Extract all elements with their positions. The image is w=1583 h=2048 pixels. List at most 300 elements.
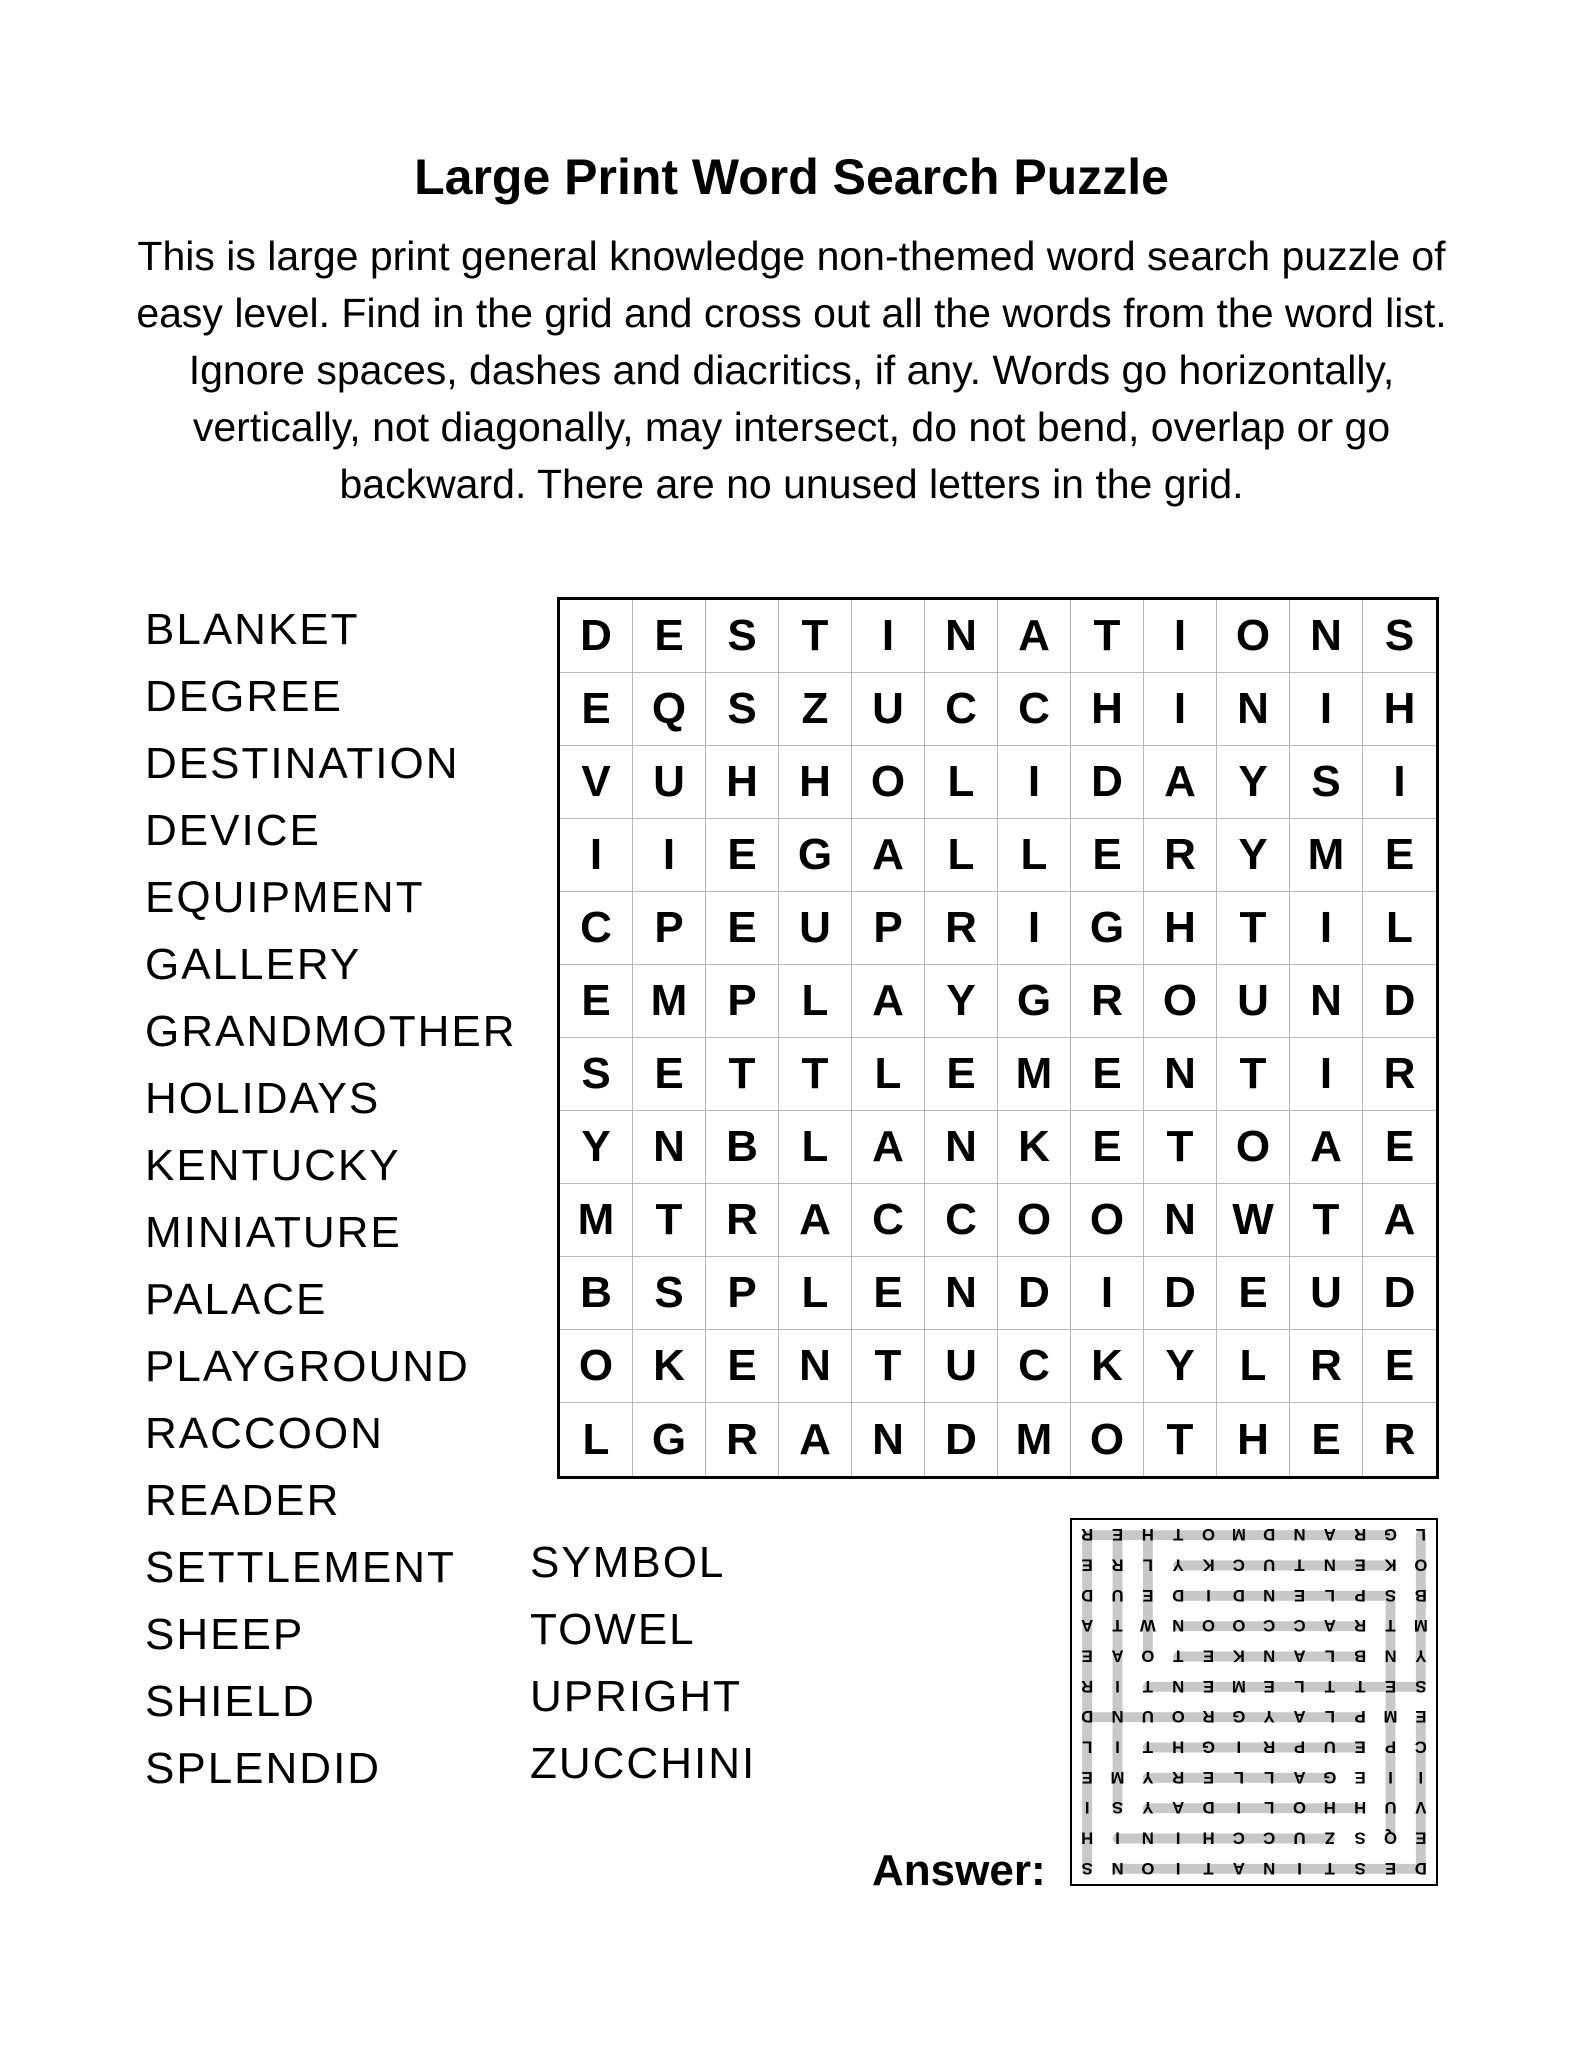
answer-cell: D	[1172, 1585, 1185, 1605]
answer-cell: T	[1142, 1676, 1153, 1696]
answer-cell: L	[1324, 1585, 1335, 1605]
grid-cell: O	[560, 1330, 633, 1403]
answer-cell: L	[1415, 1525, 1426, 1545]
answer-cell: E	[1415, 1828, 1427, 1848]
word-list-item: RACCOON	[145, 1409, 384, 1458]
answer-cell: H	[1323, 1798, 1336, 1818]
grid-cell: R	[1071, 965, 1144, 1038]
answer-cell: E	[1081, 1767, 1093, 1787]
answer-cell: L	[1264, 1798, 1275, 1818]
answer-cell: H	[1141, 1525, 1154, 1545]
answer-cell: U	[1263, 1555, 1276, 1575]
answer-cell: L	[1324, 1707, 1335, 1727]
answer-cell: E	[1202, 1767, 1215, 1787]
word-list-item: DEGREE	[145, 672, 343, 721]
grid-cell: O	[852, 746, 925, 819]
answer-cell: A	[1293, 1767, 1306, 1787]
word-list-item: GALLERY	[145, 940, 362, 989]
answer-cell: T	[1324, 1676, 1335, 1696]
answer-cell: E	[1142, 1585, 1154, 1605]
answer-cell: T	[1355, 1676, 1366, 1696]
grid-cell: E	[560, 673, 633, 746]
grid-cell: T	[1144, 1111, 1217, 1184]
answer-cell: E	[1263, 1676, 1275, 1696]
answer-cell: D	[1232, 1585, 1245, 1605]
answer-cell: R	[1081, 1676, 1094, 1696]
answer-cell: P	[1293, 1737, 1306, 1757]
answer-cell: A	[1323, 1616, 1336, 1636]
grid-cell: W	[1217, 1184, 1290, 1257]
answer-cell: U	[1141, 1707, 1154, 1727]
answer-cell: U	[1111, 1585, 1124, 1605]
grid-cell: D	[1363, 965, 1436, 1038]
grid-cell: T	[1217, 1038, 1290, 1111]
answer-cell: N	[1111, 1707, 1124, 1727]
grid-cell: K	[1071, 1330, 1144, 1403]
answer-cell: T	[1173, 1646, 1184, 1666]
grid-cell: L	[1363, 892, 1436, 965]
answer-cell: O	[1141, 1646, 1155, 1666]
grid-cell: R	[706, 1403, 779, 1476]
grid-cell: V	[560, 746, 633, 819]
answer-cell: O	[1171, 1707, 1185, 1727]
answer-cell: I	[1236, 1798, 1242, 1818]
answer-cell: K	[1232, 1646, 1245, 1666]
grid-cell: T	[779, 1038, 852, 1111]
grid-cell: O	[1217, 1111, 1290, 1184]
grid-cell: I	[998, 892, 1071, 965]
answer-cell: S	[1111, 1798, 1124, 1818]
word-list-item: BLANKET	[145, 605, 360, 654]
answer-cell: P	[1354, 1585, 1366, 1605]
grid-cell: M	[998, 1403, 1071, 1476]
grid-cell: N	[925, 600, 998, 673]
answer-cell: L	[1264, 1767, 1275, 1787]
grid-cell: D	[998, 1257, 1071, 1330]
word-list-item: GRANDMOTHER	[145, 1007, 517, 1056]
grid-cell: N	[1217, 673, 1290, 746]
answer-cell: I	[1084, 1798, 1090, 1818]
answer-cell: A	[1232, 1858, 1245, 1878]
grid-cell: K	[998, 1111, 1071, 1184]
answer-cell: N	[1263, 1858, 1276, 1878]
word-list-item: SETTLEMENT	[145, 1543, 456, 1592]
grid-cell: Y	[1144, 1330, 1217, 1403]
grid-cell: L	[925, 746, 998, 819]
grid-cell: L	[852, 1038, 925, 1111]
grid-cell: R	[1363, 1038, 1436, 1111]
answer-cell: E	[1354, 1737, 1366, 1757]
grid-cell: U	[852, 673, 925, 746]
answer-cell: Y	[1415, 1646, 1427, 1666]
answer-cell: E	[1415, 1707, 1427, 1727]
answer-cell: U	[1323, 1737, 1336, 1757]
grid-cell: E	[1363, 1330, 1436, 1403]
instructions: This is large print general knowledge non-themed word search puzzle of easy level. Find in the grid and cross out all the words from the word list. Ignore spaces, dashes and diacritics, if any. Words go horizontally, vertically, not diagonally, may intersect, do not bend, overlap or go backward. There are no unused letters in the grid.	[136, 233, 1447, 507]
answer-cell: I	[1206, 1585, 1211, 1605]
grid-cell: T	[633, 1184, 706, 1257]
answer-cell: T	[1203, 1858, 1214, 1878]
word-list-item: EQUIPMENT	[145, 873, 425, 922]
answer-cell: G	[1383, 1525, 1398, 1545]
grid-cell: E	[706, 1330, 779, 1403]
answer-cell: Y	[1142, 1767, 1154, 1787]
grid-cell: G	[633, 1403, 706, 1476]
grid-cell: E	[852, 1257, 925, 1330]
grid-cell: I	[633, 819, 706, 892]
grid-cell: H	[1363, 673, 1436, 746]
answer-cell: A	[1172, 1798, 1185, 1818]
answer-cell: T	[1142, 1737, 1153, 1757]
grid-cell: H	[1071, 673, 1144, 746]
answer-cell: H	[1202, 1828, 1215, 1848]
answer-cell: S	[1384, 1585, 1397, 1605]
answer-cell: Z	[1324, 1828, 1335, 1848]
grid-cell: L	[779, 1257, 852, 1330]
grid-cell: I	[1144, 673, 1217, 746]
grid-cell: I	[1290, 1038, 1363, 1111]
answer-cell: E	[1384, 1676, 1397, 1696]
grid-cell: D	[560, 600, 633, 673]
grid-cell: S	[1363, 600, 1436, 673]
answer-cell: G	[1232, 1707, 1246, 1727]
answer-cell: T	[1324, 1858, 1335, 1878]
grid-cell: E	[925, 1038, 998, 1111]
answer-cell: R	[1081, 1525, 1094, 1545]
answer-cell: U	[1384, 1798, 1397, 1818]
answer-cell: O	[1292, 1798, 1307, 1818]
grid-cell: H	[779, 746, 852, 819]
answer-cell: M	[1383, 1707, 1398, 1727]
grid-cell: N	[925, 1257, 998, 1330]
grid-cell: Y	[1217, 746, 1290, 819]
grid-cell: T	[1290, 1184, 1363, 1257]
grid-cell: D	[925, 1403, 998, 1476]
grid-cell: S	[560, 1038, 633, 1111]
word-list-item: SYMBOL	[530, 1538, 726, 1587]
grid-cell: Y	[560, 1111, 633, 1184]
answer-cell: H	[1354, 1798, 1367, 1818]
answer-cell: N	[1384, 1646, 1397, 1666]
grid-cell: U	[1217, 965, 1290, 1038]
grid-cell: A	[998, 600, 1071, 673]
word-list-item: DESTINATION	[145, 739, 460, 788]
answer-label: Answer:	[872, 1846, 1046, 1895]
grid-cell: I	[560, 819, 633, 892]
grid-cell: O	[1071, 1184, 1144, 1257]
answer-cell: E	[1202, 1676, 1215, 1696]
answer-cell: I	[1388, 1767, 1393, 1787]
answer-cell: G	[1201, 1737, 1216, 1757]
grid-cell: S	[1290, 746, 1363, 819]
answer-cell: W	[1139, 1616, 1156, 1636]
grid-cell: O	[1071, 1403, 1144, 1476]
grid-cell: U	[1290, 1257, 1363, 1330]
grid-cell: C	[560, 892, 633, 965]
word-list-item: DEVICE	[145, 806, 321, 855]
answer-cell: C	[1263, 1828, 1276, 1848]
answer-cell: O	[1232, 1616, 1246, 1636]
answer-cell: P	[1384, 1737, 1397, 1757]
answer-cell: V	[1415, 1798, 1427, 1818]
grid-cell: T	[1071, 600, 1144, 673]
answer-cell: A	[1111, 1646, 1124, 1666]
grid-cell: B	[560, 1257, 633, 1330]
grid-cell: I	[1290, 673, 1363, 746]
answer-cell: E	[1293, 1585, 1306, 1605]
grid-cell: Y	[1217, 819, 1290, 892]
grid-cell: L	[1217, 1330, 1290, 1403]
grid-cell: N	[1144, 1038, 1217, 1111]
grid-cell: E	[1363, 819, 1436, 892]
grid-cell: T	[779, 600, 852, 673]
word-list-item: PALACE	[145, 1275, 328, 1324]
answer-cell: O	[1414, 1555, 1428, 1575]
answer-cell: C	[1232, 1555, 1245, 1575]
answer-cell: E	[1111, 1525, 1124, 1545]
answer-cell: R	[1202, 1707, 1215, 1727]
grid-cell: I	[1363, 746, 1436, 819]
grid-cell: L	[779, 965, 852, 1038]
answer-cell: R	[1263, 1737, 1276, 1757]
answer-cell: N	[1111, 1858, 1124, 1878]
grid-cell: N	[925, 1111, 998, 1184]
grid-cell: E	[560, 965, 633, 1038]
grid-cell: N	[779, 1330, 852, 1403]
answer-cell: N	[1263, 1646, 1276, 1666]
grid-cell: H	[1144, 892, 1217, 965]
grid-cell: M	[633, 965, 706, 1038]
answer-cell: E	[1354, 1767, 1366, 1787]
grid-cell: A	[1290, 1111, 1363, 1184]
word-list-item: READER	[145, 1476, 341, 1525]
word-list-item: SHEEP	[145, 1610, 305, 1659]
grid-cell: C	[925, 673, 998, 746]
answer-cell: H	[1172, 1737, 1185, 1757]
word-list-item: MINIATURE	[145, 1208, 402, 1257]
answer-cell: E	[1081, 1646, 1093, 1666]
grid-cell: E	[1071, 1111, 1144, 1184]
answer-cell: N	[1141, 1828, 1154, 1848]
answer-cell: I	[1297, 1858, 1302, 1878]
grid-cell: E	[633, 600, 706, 673]
grid-cell: E	[706, 892, 779, 965]
grid-cell: P	[706, 1257, 779, 1330]
word-list-item: ZUCCHINI	[530, 1739, 757, 1788]
grid-cell: O	[1144, 965, 1217, 1038]
grid-cell: T	[706, 1038, 779, 1111]
grid-cell: L	[779, 1111, 852, 1184]
answer-cell: S	[1354, 1828, 1366, 1848]
word-list-item: TOWEL	[530, 1605, 696, 1654]
grid-cell: L	[925, 819, 998, 892]
answer-cell: I	[1175, 1828, 1181, 1848]
answer-cell: R	[1111, 1555, 1124, 1575]
answer-cell: I	[1115, 1828, 1120, 1848]
answer-cell: T	[1173, 1525, 1184, 1545]
answer-cell: N	[1323, 1555, 1336, 1575]
word-list-item: PLAYGROUND	[145, 1342, 470, 1391]
grid-cell: G	[1071, 892, 1144, 965]
grid-cell: S	[706, 600, 779, 673]
grid-cell: E	[706, 819, 779, 892]
grid-cell: A	[779, 1184, 852, 1257]
grid-cell: M	[1290, 819, 1363, 892]
answer-cell: A	[1293, 1646, 1306, 1666]
answer-cell: M	[1231, 1676, 1246, 1696]
answer-cell: L	[1324, 1646, 1335, 1666]
grid-cell: H	[706, 746, 779, 819]
grid-cell: S	[706, 673, 779, 746]
grid-cell: D	[1071, 746, 1144, 819]
puzzle-grid	[557, 597, 1439, 1479]
grid-cell: A	[779, 1403, 852, 1476]
answer-cell: A	[1293, 1707, 1306, 1727]
answer-cell: B	[1414, 1585, 1427, 1605]
answer-cell: S	[1415, 1676, 1427, 1696]
grid-cell: I	[852, 600, 925, 673]
answer-cell: D	[1263, 1525, 1276, 1545]
grid-cell: Q	[633, 673, 706, 746]
answer-cell: O	[1201, 1616, 1216, 1636]
grid-cell: A	[1363, 1184, 1436, 1257]
answer-cell: H	[1081, 1828, 1094, 1848]
answer-key	[1070, 1518, 1438, 1886]
answer-cell: M	[1413, 1616, 1428, 1636]
answer-cell: Y	[1263, 1707, 1275, 1727]
grid-cell: N	[1290, 600, 1363, 673]
word-list-item: UPRIGHT	[530, 1672, 742, 1721]
grid-cell: D	[1144, 1257, 1217, 1330]
answer-cell: C	[1263, 1616, 1276, 1636]
answer-cell: L	[1294, 1676, 1305, 1696]
answer-cell: C	[1232, 1828, 1245, 1848]
answer-cell: R	[1354, 1616, 1367, 1636]
grid-cell: I	[1290, 892, 1363, 965]
answer-cell: O	[1201, 1525, 1216, 1545]
answer-cell: A	[1323, 1525, 1336, 1545]
grid-cell: M	[560, 1184, 633, 1257]
answer-cell: M	[1231, 1525, 1246, 1545]
answer-cell: D	[1414, 1858, 1427, 1878]
answer-cell: M	[1110, 1767, 1125, 1787]
answer-cell: N	[1172, 1616, 1185, 1636]
answer-cell: O	[1141, 1858, 1155, 1878]
grid-cell: C	[852, 1184, 925, 1257]
answer-cell: E	[1354, 1555, 1366, 1575]
grid-cell: T	[1217, 892, 1290, 965]
answer-cell: D	[1081, 1707, 1094, 1727]
grid-cell: D	[1363, 1257, 1436, 1330]
grid-cell: L	[998, 819, 1071, 892]
answer-cell: C	[1293, 1616, 1306, 1636]
grid-cell: E	[1363, 1111, 1436, 1184]
grid-cell: I	[998, 746, 1071, 819]
answer-cell: E	[1384, 1858, 1397, 1878]
answer-cell: G	[1323, 1767, 1337, 1787]
grid-cell: N	[852, 1403, 925, 1476]
answer-cell: Y	[1172, 1555, 1184, 1575]
answer-cell: B	[1354, 1646, 1367, 1666]
grid-cell: N	[1144, 1184, 1217, 1257]
answer-cell: N	[1263, 1585, 1276, 1605]
answer-cell: I	[1236, 1737, 1242, 1757]
grid-cell: P	[706, 965, 779, 1038]
answer-cell: N	[1172, 1676, 1185, 1696]
answer-cell: T	[1294, 1555, 1305, 1575]
grid-cell: R	[706, 1184, 779, 1257]
answer-cell: S	[1354, 1858, 1366, 1878]
grid-cell: G	[779, 819, 852, 892]
word-list-item: SPLENDID	[145, 1744, 382, 1793]
grid-cell: K	[633, 1330, 706, 1403]
grid-cell: U	[779, 892, 852, 965]
answer-cell: L	[1142, 1555, 1153, 1575]
answer-cell: C	[1414, 1737, 1427, 1757]
answer-cell: A	[1081, 1616, 1094, 1636]
answer-cell: E	[1202, 1646, 1215, 1666]
grid-cell: E	[1290, 1403, 1363, 1476]
answer-cell: Y	[1142, 1798, 1154, 1818]
answer-cell: T	[1385, 1616, 1396, 1636]
grid-cell: N	[1290, 965, 1363, 1038]
grid-cell: A	[852, 819, 925, 892]
grid-cell: I	[1071, 1257, 1144, 1330]
answer-cell: E	[1081, 1555, 1093, 1575]
answer-cell: T	[1112, 1616, 1123, 1636]
answer-cell: D	[1081, 1585, 1094, 1605]
grid-cell: U	[925, 1330, 998, 1403]
answer-cell: U	[1293, 1828, 1306, 1848]
grid-cell: A	[852, 1111, 925, 1184]
answer-cell: I	[1175, 1858, 1181, 1878]
answer-cell: K	[1384, 1555, 1397, 1575]
answer-cell: P	[1354, 1707, 1366, 1727]
answer-cell: Q	[1383, 1828, 1398, 1848]
grid-cell: L	[560, 1403, 633, 1476]
grid-cell: C	[925, 1184, 998, 1257]
grid-cell: R	[925, 892, 998, 965]
grid-cell: A	[852, 965, 925, 1038]
grid-cell: G	[998, 965, 1071, 1038]
grid-cell: T	[852, 1330, 925, 1403]
word-list-item: HOLIDAYS	[145, 1074, 381, 1123]
grid-cell: E	[1071, 1038, 1144, 1111]
grid-cell: R	[1290, 1330, 1363, 1403]
answer-cell: N	[1293, 1525, 1306, 1545]
grid-cell: E	[1217, 1257, 1290, 1330]
answer-cell: K	[1202, 1555, 1215, 1575]
grid-cell: C	[998, 1330, 1071, 1403]
grid-cell: S	[633, 1257, 706, 1330]
answer-cell: I	[1115, 1737, 1120, 1757]
answer-cell: R	[1354, 1525, 1367, 1545]
answer-cell: R	[1172, 1767, 1185, 1787]
grid-cell: E	[633, 1038, 706, 1111]
grid-cell: P	[633, 892, 706, 965]
grid-cell: O	[998, 1184, 1071, 1257]
grid-cell: R	[1383, 1414, 1416, 1464]
grid-cell: N	[633, 1111, 706, 1184]
grid-cell: M	[998, 1038, 1071, 1111]
grid-cell: O	[1217, 600, 1290, 673]
word-list-item: SHIELD	[145, 1677, 316, 1726]
answer-cell: I	[1115, 1676, 1120, 1696]
grid-cell: A	[1144, 746, 1217, 819]
answer-cell: D	[1202, 1798, 1215, 1818]
grid-cell: R	[1144, 819, 1217, 892]
grid-cell: Y	[925, 965, 998, 1038]
